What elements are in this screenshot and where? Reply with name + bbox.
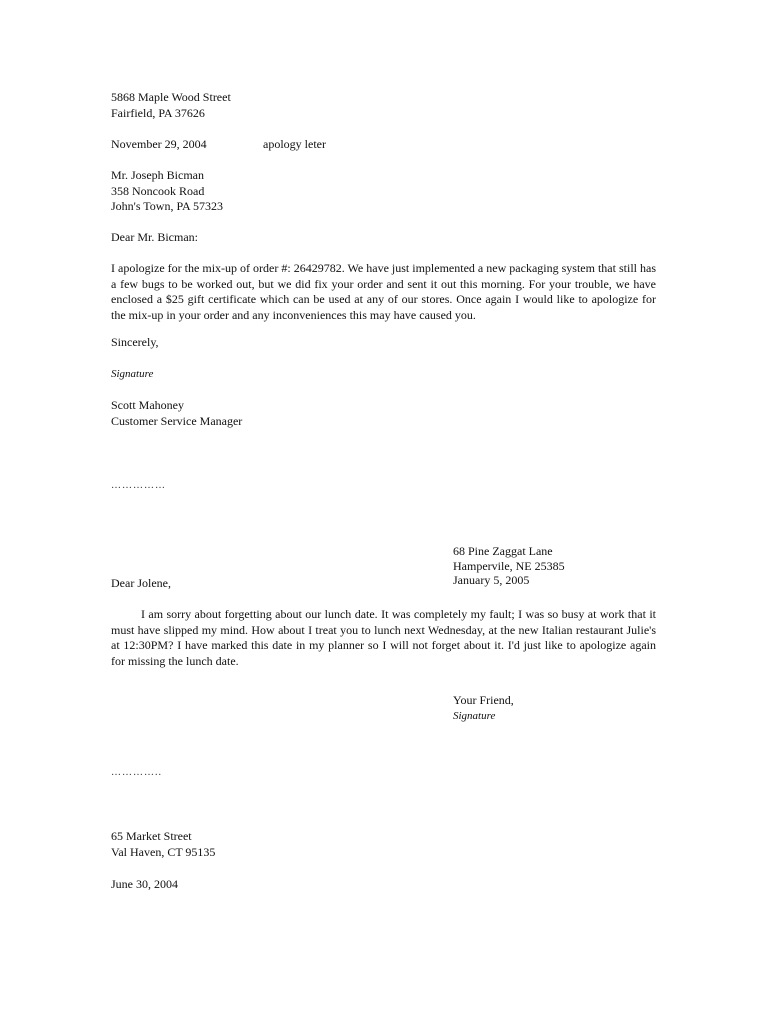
address-line: 358 Noncook Road — [111, 183, 205, 198]
letter1-date: November 29, 2004 — [111, 137, 207, 151]
separator-dots: ………….. — [111, 767, 162, 778]
letter1-closing: Sincerely, — [111, 335, 159, 349]
letter3-date: June 30, 2004 — [111, 877, 178, 891]
address-line: 5868 Maple Wood Street — [111, 90, 231, 104]
signer-name: Scott Mahoney — [111, 398, 184, 412]
address-line: Mr. Joseph Bicman — [111, 168, 204, 182]
letter2-body: I am sorry about forgetting about our lunch date. It was completely my fault; I was so busy at work that it must have slipped my mind. How about I treat you to lunch next Wednesday, at the new Italian restaurant Julie's at 12:30PM? I have marked this date in my planner so I will not forget about it. I'd just like to apologize again for missing the lunch date. — [111, 607, 656, 668]
letter1-subject: apology leter — [263, 137, 326, 151]
letter3-sender-address — [111, 829, 215, 860]
address-line: Val Haven, CT 95135 — [111, 844, 216, 859]
letter2-closing: Your Friend, — [453, 693, 514, 707]
letter1-recipient-address — [111, 168, 223, 215]
address-line: Hampervile, NE 25385 — [453, 558, 565, 573]
address-line: Fairfield, PA 37626 — [111, 105, 205, 120]
address-line: 68 Pine Zaggat Lane — [453, 544, 553, 558]
address-line: 65 Market Street — [111, 829, 192, 843]
letter1-signer — [111, 398, 242, 429]
letter1-body: I apologize for the mix-up of order #: 26429782. We have just implemented a new packaging system that still has a few bugs to be worked out, but we did fix your order and sent it out this morning. For your trouble, we have enclosed a $25 gift certificate which can be used at any of our stores. Once again I would like to apologize for the mix-up in your order and any inconveniences this may have caused you. — [111, 261, 656, 322]
letter2-salutation: Dear Jolene, — [111, 576, 171, 590]
address-line: John's Town, PA 57323 — [111, 199, 224, 213]
letter1-signature: Signature — [111, 368, 154, 380]
letter1-salutation: Dear Mr. Bicman: — [111, 230, 198, 244]
letter2-date: January 5, 2005 — [453, 573, 530, 587]
letter2-closing-block — [453, 692, 514, 724]
letter1-sender-address — [111, 90, 231, 121]
letter2-sender-address — [453, 544, 565, 588]
signer-title: Customer Service Manager — [111, 413, 243, 428]
separator-dots: …………… — [111, 480, 166, 491]
letter2-signature: Signature — [453, 710, 496, 722]
